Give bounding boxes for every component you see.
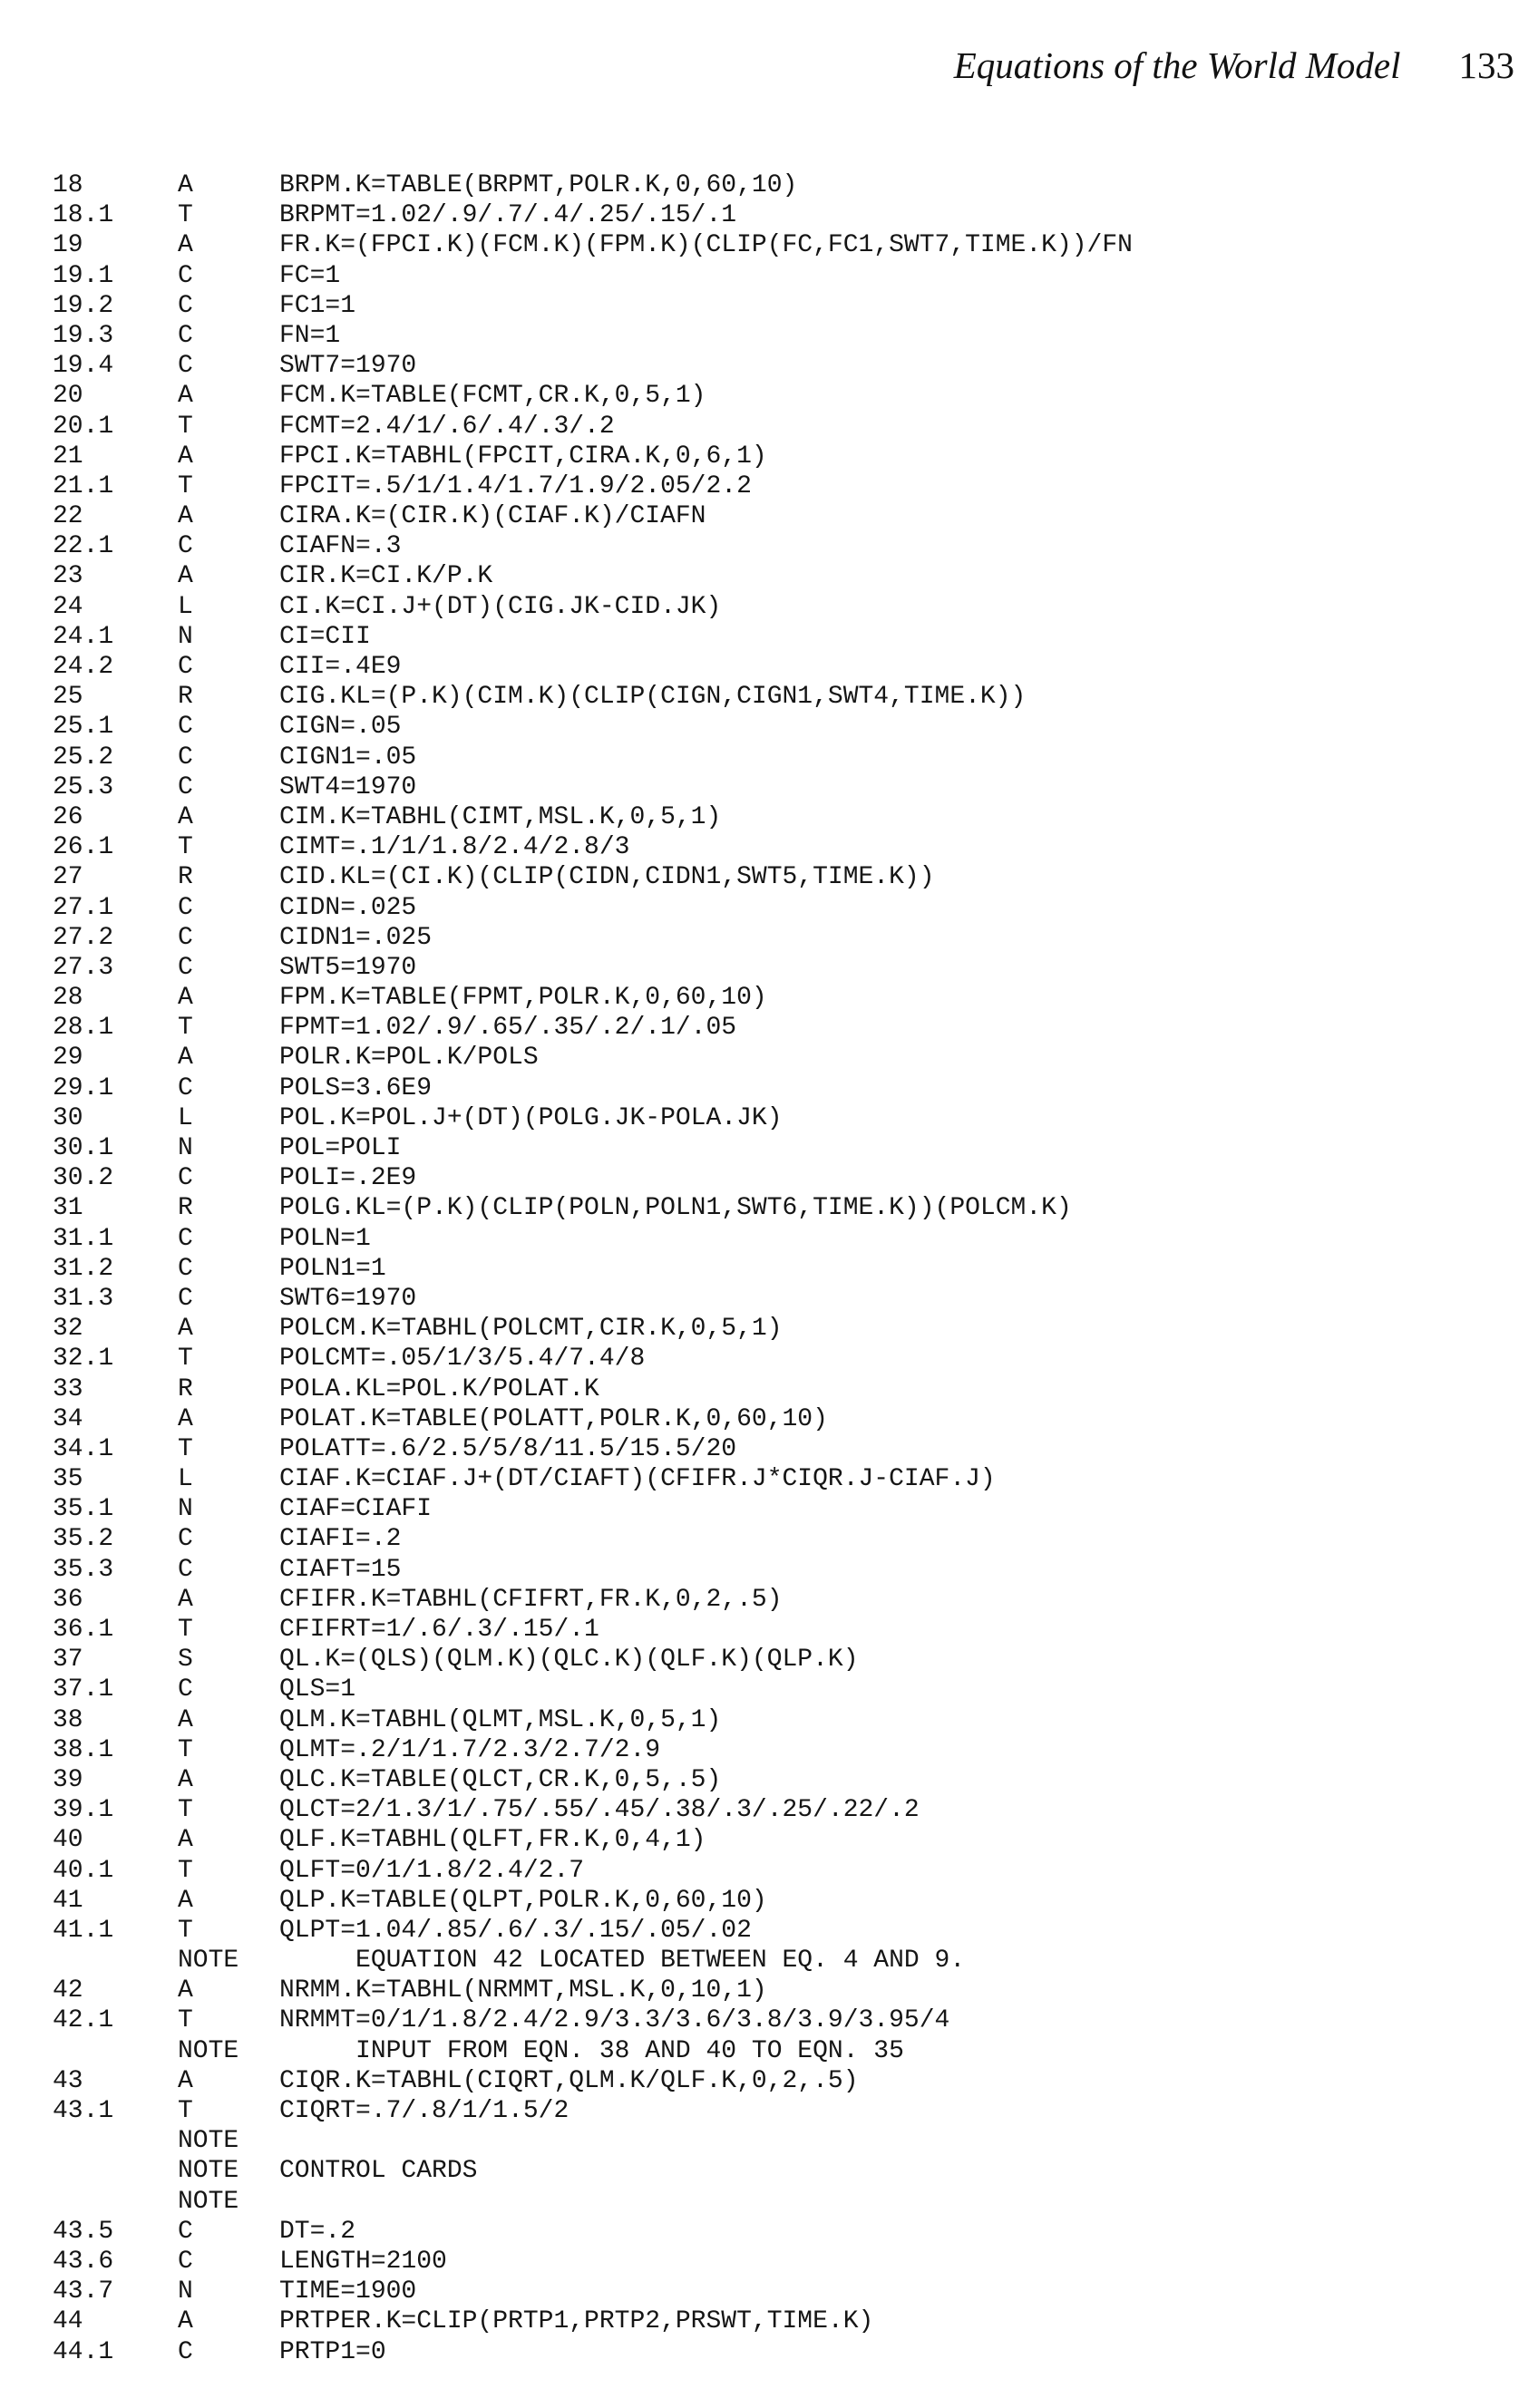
equation-line (53, 1825, 1504, 1855)
equation-type: T (178, 833, 193, 862)
equation-text: BRPM.K=TABLE(BRPMT,POLR.K,0,60,10) (279, 171, 798, 199)
equation-text: FC1=1 (279, 291, 356, 320)
equation-text: CFIFRT=1/.6/.3/.15/.1 (279, 1616, 599, 1644)
page-number: 133 (1458, 44, 1514, 86)
equation-type: C (178, 2217, 193, 2246)
equation-text: POL.K=POL.J+(DT)(POLG.JK-POLA.JK) (279, 1103, 783, 1132)
equation-number: 21 (53, 442, 83, 471)
equation-number: 27.2 (53, 923, 114, 952)
equation-number: 20.1 (53, 412, 114, 441)
equation-line (53, 772, 1504, 802)
equation-line (53, 1585, 1504, 1615)
equation-number: 27 (53, 863, 83, 892)
equation-line (53, 1494, 1504, 1524)
equation-text: POLCM.K=TABHL(POLCMT,CIR.K,0,5,1) (279, 1315, 783, 1344)
equation-number: 25.3 (53, 772, 114, 801)
equation-number: 35.2 (53, 1525, 114, 1554)
equation-number: 36.1 (53, 1616, 114, 1644)
equation-line (53, 1946, 1504, 1976)
equation-number: 31.2 (53, 1254, 114, 1283)
equation-type: A (178, 502, 193, 531)
equation-number: 19.1 (53, 261, 114, 290)
equation-number: 19 (53, 231, 83, 260)
equation-text: POLR.K=POL.K/POLS (279, 1044, 539, 1073)
equation-number: 34.1 (53, 1434, 114, 1463)
equation-type: A (178, 802, 193, 831)
equation-type: R (178, 1194, 193, 1223)
equation-number: 35.3 (53, 1555, 114, 1584)
equation-type: T (178, 1345, 193, 1374)
equation-type: A (178, 2307, 193, 2336)
equation-number: 32 (53, 1315, 83, 1344)
equation-text: NRMMT=0/1/1.8/2.4/2.9/3.3/3.6/3.8/3.9/3.95/4 (279, 2006, 950, 2035)
equation-type: NOTE (178, 1947, 239, 1976)
equation-line (53, 2066, 1504, 2096)
equation-text: CIAF.K=CIAF.J+(DT/CIAFT)(CFIFR.J*CIQR.J-CIAF.J) (279, 1465, 996, 1494)
equation-line (53, 230, 1504, 260)
equation-line (53, 1344, 1504, 1374)
equation-number: 18.1 (53, 201, 114, 230)
equation-text: QLF.K=TABHL(QLFT,FR.K,0,4,1) (279, 1826, 706, 1855)
equation-type: C (178, 532, 193, 561)
equation-type: C (178, 2247, 193, 2276)
equation-number: 19.4 (53, 352, 114, 381)
equation-type: C (178, 1254, 193, 1283)
equation-type: A (178, 2066, 193, 2095)
equation-line (53, 682, 1504, 712)
equation-text: BRPMT=1.02/.9/.7/.4/.25/.15/.1 (279, 201, 737, 230)
equation-number: 44 (53, 2307, 83, 2336)
equation-number: 27.1 (53, 893, 114, 922)
note-text: INPUT FROM EQN. 38 AND 40 TO EQN. 35 (279, 2036, 904, 2065)
equation-type: C (178, 1675, 193, 1704)
equation-type: C (178, 1164, 193, 1193)
equation-text: CIAFN=.3 (279, 532, 402, 561)
equation-type: T (178, 471, 193, 500)
equation-line (53, 712, 1504, 742)
equation-line (53, 1284, 1504, 1314)
equation-line (53, 170, 1504, 200)
equation-number: 31.3 (53, 1284, 114, 1313)
equation-type: A (178, 1826, 193, 1855)
equation-type: C (178, 1525, 193, 1554)
equation-type: A (178, 1886, 193, 1915)
equation-text: QLM.K=TABHL(QLMT,MSL.K,0,5,1) (279, 1705, 722, 1734)
equation-text: CIMT=.1/1/1.8/2.4/2.8/3 (279, 833, 630, 862)
equation-line (53, 1163, 1504, 1193)
equation-text: FCMT=2.4/1/.6/.4/.3/.2 (279, 412, 615, 441)
equation-text: QL.K=(QLS)(QLM.K)(QLC.K)(QLF.K)(QLP.K) (279, 1646, 859, 1675)
equation-type: T (178, 1434, 193, 1463)
equation-text: CIGN1=.05 (279, 743, 417, 772)
equation-type: T (178, 2097, 193, 2125)
equation-line (53, 953, 1504, 983)
equation-line (53, 1043, 1504, 1073)
equation-number: 27.3 (53, 953, 114, 982)
equation-line (53, 1615, 1504, 1645)
equation-text: POLI=.2E9 (279, 1164, 417, 1193)
equation-number: 22.1 (53, 532, 114, 561)
equation-type: C (178, 261, 193, 290)
note-text: EQUATION 42 LOCATED BETWEEN EQ. 4 AND 9. (279, 1947, 966, 1976)
equation-line (53, 1133, 1504, 1163)
equation-line (53, 592, 1504, 622)
equation-text: QLCT=2/1.3/1/.75/.55/.45/.38/.3/.25/.22/.2 (279, 1796, 920, 1825)
equation-text: FPM.K=TABLE(FPMT,POLR.K,0,60,10) (279, 984, 767, 1013)
equation-number: 28 (53, 984, 83, 1013)
equation-type: C (178, 291, 193, 320)
equation-type: T (178, 2006, 193, 2035)
equation-text: CIQR.K=TABHL(CIQRT,QLM.K/QLF.K,0,2,.5) (279, 2066, 859, 2095)
equation-number: 35.1 (53, 1495, 114, 1524)
page-header (954, 44, 1514, 89)
equation-type: T (178, 412, 193, 441)
equation-type: C (178, 1284, 193, 1313)
equation-text: FC=1 (279, 261, 341, 290)
equation-line (53, 471, 1504, 501)
equation-text: PRTPER.K=CLIP(PRTP1,PRTP2,PRSWT,TIME.K) (279, 2307, 874, 2336)
equation-text: CII=.4E9 (279, 653, 402, 681)
equation-line (53, 1795, 1504, 1825)
equation-number: 24.2 (53, 653, 114, 681)
equation-type: T (178, 1856, 193, 1885)
equation-number: 25 (53, 683, 83, 712)
equation-type: A (178, 1705, 193, 1734)
equation-line (53, 321, 1504, 351)
equation-type: A (178, 1404, 193, 1433)
equation-line (53, 893, 1504, 923)
equation-line (53, 2247, 1504, 2277)
equation-text: CI.K=CI.J+(DT)(CIG.JK-CID.JK) (279, 592, 722, 621)
equation-text: TIME=1900 (279, 2277, 417, 2306)
equation-line (53, 1013, 1504, 1043)
equation-number: 35 (53, 1465, 83, 1494)
equation-number: 24 (53, 592, 83, 621)
equation-line (53, 1976, 1504, 2005)
equation-type: S (178, 1646, 193, 1675)
equation-number: 42 (53, 1976, 83, 2005)
equation-line (53, 2277, 1504, 2306)
equation-text: POLG.KL=(P.K)(CLIP(POLN,POLN1,SWT6,TIME.K))(POLCM.K) (279, 1194, 1072, 1223)
equation-line (53, 1524, 1504, 1554)
equation-listing (53, 170, 1504, 2367)
equation-type: C (178, 1555, 193, 1584)
equation-type: C (178, 352, 193, 381)
equation-line (53, 1314, 1504, 1344)
equation-type: T (178, 1796, 193, 1825)
equation-text: CI=CII (279, 622, 371, 651)
equation-text: POLATT=.6/2.5/5/8/11.5/15.5/20 (279, 1434, 737, 1463)
equation-type: R (178, 863, 193, 892)
equation-type: C (178, 772, 193, 801)
equation-number: 29 (53, 1044, 83, 1073)
equation-text: POLN=1 (279, 1224, 371, 1253)
equation-line (53, 1073, 1504, 1103)
equation-type: C (178, 713, 193, 742)
equation-line (53, 2217, 1504, 2247)
equation-text: NRMM.K=TABHL(NRMMT,MSL.K,0,10,1) (279, 1976, 767, 2005)
equation-type: A (178, 1315, 193, 1344)
equation-number: 31.1 (53, 1224, 114, 1253)
equation-line (53, 1675, 1504, 1704)
equation-type: NOTE (178, 2036, 239, 2065)
equation-number: 43.5 (53, 2217, 114, 2246)
equation-type: A (178, 1765, 193, 1794)
equation-text: CIG.KL=(P.K)(CIM.K)(CLIP(CIGN,CIGN1,SWT4,TIME.K)) (279, 683, 1027, 712)
equation-text: CIDN=.025 (279, 893, 417, 922)
equation-line (53, 1434, 1504, 1464)
equation-number: 23 (53, 562, 83, 591)
equation-text: POLA.KL=POL.K/POLAT.K (279, 1374, 599, 1403)
equation-type: NOTE (178, 2157, 239, 2186)
equation-line (53, 1555, 1504, 1585)
equation-line (53, 442, 1504, 471)
equation-number: 30.2 (53, 1164, 114, 1193)
equation-type: L (178, 1103, 193, 1132)
equation-text: CIAF=CIAFI (279, 1495, 433, 1524)
equation-text: CFIFR.K=TABHL(CFIFRT,FR.K,0,2,.5) (279, 1585, 783, 1614)
equation-line (53, 2126, 1504, 2156)
equation-line (53, 1224, 1504, 1254)
equation-number: 32.1 (53, 1345, 114, 1374)
equation-text: CIAFI=.2 (279, 1525, 402, 1554)
equation-line (53, 200, 1504, 230)
equation-number: 38.1 (53, 1735, 114, 1764)
equation-number: 44.1 (53, 2337, 114, 2366)
equation-type: A (178, 231, 193, 260)
equation-number: 37 (53, 1646, 83, 1675)
equation-number: 40 (53, 1826, 83, 1855)
equation-type: C (178, 743, 193, 772)
equation-number: 19.2 (53, 291, 114, 320)
equation-line (53, 983, 1504, 1013)
equation-type: T (178, 1735, 193, 1764)
equation-line (53, 1103, 1504, 1133)
equation-text: CIRA.K=(CIR.K)(CIAF.K)/CIAFN (279, 502, 706, 531)
equation-line (53, 501, 1504, 531)
equation-line (53, 1765, 1504, 1795)
equation-text: FPMT=1.02/.9/.65/.35/.2/.1/.05 (279, 1014, 737, 1043)
equation-type: C (178, 321, 193, 350)
equation-number: 33 (53, 1374, 83, 1403)
equation-line (53, 351, 1504, 381)
equation-number: 25.1 (53, 713, 114, 742)
equation-line (53, 1856, 1504, 1886)
equation-text: QLS=1 (279, 1675, 356, 1704)
equation-text: SWT7=1970 (279, 352, 417, 381)
equation-text: PRTP1=0 (279, 2337, 386, 2366)
equation-type: T (178, 201, 193, 230)
equation-type: N (178, 2277, 193, 2306)
equation-text: POLS=3.6E9 (279, 1073, 433, 1102)
equation-text: CIAFT=15 (279, 1555, 402, 1584)
equation-type: A (178, 1044, 193, 1073)
equation-type: T (178, 1014, 193, 1043)
equation-text: SWT5=1970 (279, 953, 417, 982)
equation-line (53, 1193, 1504, 1223)
equation-type: T (178, 1916, 193, 1945)
equation-line (53, 802, 1504, 832)
equation-number: 39 (53, 1765, 83, 1794)
equation-type: NOTE (178, 2127, 239, 2156)
equation-number: 42.1 (53, 2006, 114, 2035)
equation-type: A (178, 442, 193, 471)
equation-text: CIQRT=.7/.8/1/1.5/2 (279, 2097, 569, 2125)
equation-text: POLAT.K=TABLE(POLATT,POLR.K,0,60,10) (279, 1404, 828, 1433)
equation-type: A (178, 171, 193, 199)
equation-line (53, 622, 1504, 652)
equation-text: SWT6=1970 (279, 1284, 417, 1313)
equation-type: L (178, 1465, 193, 1494)
equation-type: C (178, 953, 193, 982)
equation-line (53, 743, 1504, 772)
equation-type: NOTE (178, 2187, 239, 2216)
equation-type: R (178, 1374, 193, 1403)
equation-number: 19.3 (53, 321, 114, 350)
equation-type: C (178, 653, 193, 681)
equation-number: 38 (53, 1705, 83, 1734)
equation-number: 37.1 (53, 1675, 114, 1704)
equation-line (53, 2005, 1504, 2035)
note-text: CONTROL CARDS (279, 2157, 478, 2186)
equation-type: R (178, 683, 193, 712)
equation-text: POL=POLI (279, 1134, 402, 1162)
equation-number: 36 (53, 1585, 83, 1614)
equation-text: CIM.K=TABHL(CIMT,MSL.K,0,5,1) (279, 802, 722, 831)
equation-type: N (178, 1134, 193, 1162)
equation-line (53, 1916, 1504, 1946)
equation-type: N (178, 1495, 193, 1524)
equation-text: POLN1=1 (279, 1254, 386, 1283)
equation-text: QLFT=0/1/1.8/2.4/2.7 (279, 1856, 585, 1885)
equation-line (53, 2036, 1504, 2066)
equation-line (53, 1705, 1504, 1735)
equation-number: 34 (53, 1404, 83, 1433)
equation-line (53, 412, 1504, 442)
equation-text: FN=1 (279, 321, 341, 350)
equation-number: 25.2 (53, 743, 114, 772)
equation-number: 40.1 (53, 1856, 114, 1885)
equation-number: 43 (53, 2066, 83, 2095)
equation-line (53, 652, 1504, 682)
equation-line (53, 923, 1504, 953)
equation-number: 24.1 (53, 622, 114, 651)
equation-number: 21.1 (53, 471, 114, 500)
equation-type: C (178, 1224, 193, 1253)
equation-text: FR.K=(FPCI.K)(FCM.K)(FPM.K)(CLIP(FC,FC1,SWT7,TIME.K))/FN (279, 231, 1133, 260)
equation-number: 43.7 (53, 2277, 114, 2306)
equation-number: 43.1 (53, 2097, 114, 2125)
equation-line (53, 2337, 1504, 2367)
equation-text: CIR.K=CI.K/P.K (279, 562, 493, 591)
equation-line (53, 2187, 1504, 2217)
equation-type: N (178, 622, 193, 651)
equation-text: DT=.2 (279, 2217, 356, 2246)
equation-number: 18 (53, 171, 83, 199)
running-title: Equations of the World Model (953, 44, 1401, 86)
equation-type: L (178, 592, 193, 621)
equation-number: 22 (53, 502, 83, 531)
equation-line (53, 381, 1504, 411)
equation-text: SWT4=1970 (279, 772, 417, 801)
equation-type: A (178, 984, 193, 1013)
equation-type: C (178, 2337, 193, 2366)
equation-number: 26 (53, 802, 83, 831)
equation-line (53, 1645, 1504, 1675)
equation-type: C (178, 923, 193, 952)
equation-number: 31 (53, 1194, 83, 1223)
equation-type: A (178, 1976, 193, 2005)
equation-number: 41.1 (53, 1916, 114, 1945)
equation-line (53, 832, 1504, 862)
equation-type: A (178, 382, 193, 411)
equation-text: CID.KL=(CI.K)(CLIP(CIDN,CIDN1,SWT5,TIME.K)) (279, 863, 935, 892)
equation-number: 20 (53, 382, 83, 411)
equation-line (53, 561, 1504, 591)
equation-text: QLMT=.2/1/1.7/2.3/2.7/2.9 (279, 1735, 661, 1764)
equation-text: QLPT=1.04/.85/.6/.3/.15/.05/.02 (279, 1916, 752, 1945)
equation-type: A (178, 1585, 193, 1614)
equation-number: 29.1 (53, 1073, 114, 1102)
equation-line (53, 862, 1504, 892)
equation-number: 30.1 (53, 1134, 114, 1162)
equation-number: 41 (53, 1886, 83, 1915)
equation-line (53, 2306, 1504, 2336)
equation-type: A (178, 562, 193, 591)
equation-text: CIGN=.05 (279, 713, 402, 742)
equation-type: C (178, 1073, 193, 1102)
equation-line (53, 1735, 1504, 1765)
equation-line (53, 1886, 1504, 1916)
equation-number: 43.6 (53, 2247, 114, 2276)
equation-number: 26.1 (53, 833, 114, 862)
equation-line (53, 2156, 1504, 2186)
equation-text: QLC.K=TABLE(QLCT,CR.K,0,5,.5) (279, 1765, 722, 1794)
equation-text: CIDN1=.025 (279, 923, 433, 952)
equation-text: FCM.K=TABLE(FCMT,CR.K,0,5,1) (279, 382, 706, 411)
equation-line (53, 1254, 1504, 1284)
equation-text: FPCIT=.5/1/1.4/1.7/1.9/2.05/2.2 (279, 471, 752, 500)
equation-text: POLCMT=.05/1/3/5.4/7.4/8 (279, 1345, 646, 1374)
equation-text: LENGTH=2100 (279, 2247, 447, 2276)
equation-type: T (178, 1616, 193, 1644)
equation-text: QLP.K=TABLE(QLPT,POLR.K,0,60,10) (279, 1886, 767, 1915)
equation-line (53, 1464, 1504, 1494)
equation-number: 39.1 (53, 1796, 114, 1825)
equation-type: C (178, 893, 193, 922)
equation-line (53, 1404, 1504, 1434)
equation-line (53, 531, 1504, 561)
equation-line (53, 2096, 1504, 2126)
equation-number: 28.1 (53, 1014, 114, 1043)
equation-number: 30 (53, 1103, 83, 1132)
equation-line (53, 1374, 1504, 1404)
equation-line (53, 291, 1504, 321)
equation-line (53, 261, 1504, 291)
equation-text: FPCI.K=TABHL(FPCIT,CIRA.K,0,6,1) (279, 442, 767, 471)
